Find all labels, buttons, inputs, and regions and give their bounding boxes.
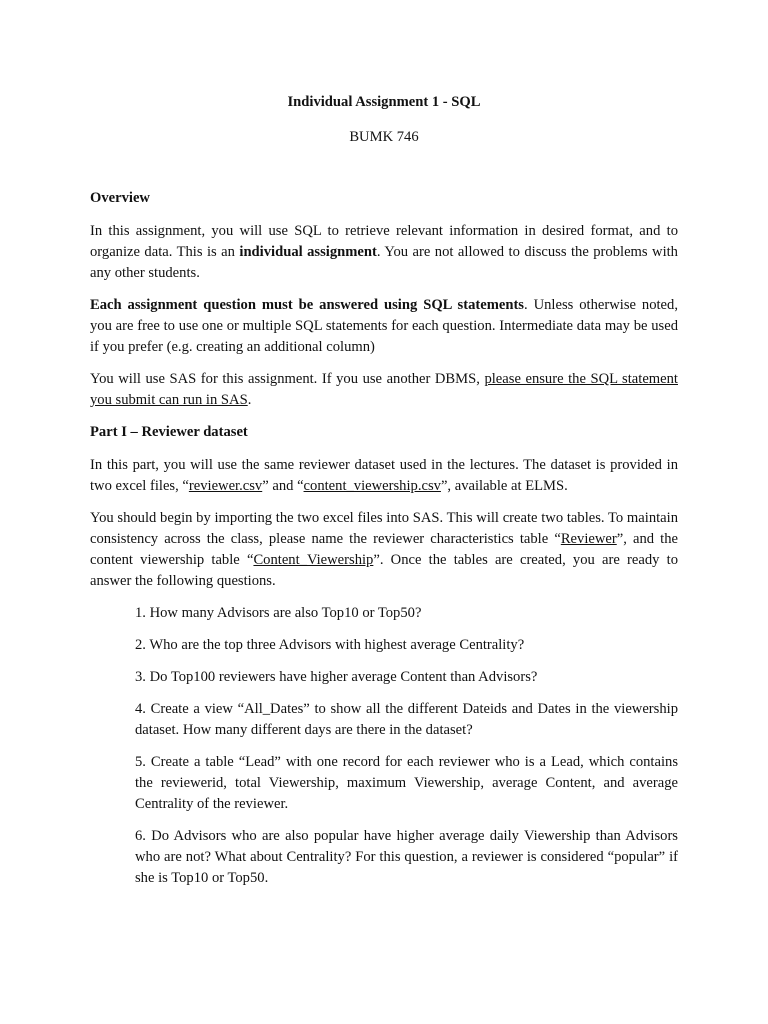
document-body: [90, 92, 678, 900]
overview-heading: Overview: [90, 190, 150, 206]
list-item: 5. Create a table “Lead” with one record for each reviewer who is a Lead, which contains the reviewerid, total Viewership, maximum Viewership, average Content, and average Centrality of the reviewer.: [135, 754, 678, 812]
text-span: ” and “: [262, 478, 304, 494]
question-list: [90, 603, 678, 889]
list-item: 1. How many Advisors are also Top10 or Top50?: [135, 605, 422, 621]
overview-paragraph-3: [90, 369, 678, 411]
filename-content-viewership: content_viewership.csv: [303, 478, 441, 494]
bold-text: Each assignment question must be answered using SQL statements: [90, 297, 524, 313]
underlined-text: please ensure the SQL statement you submit can run in SAS: [90, 371, 678, 408]
bold-text: individual assignment: [239, 244, 377, 260]
text-span: In this part, you will use the same reviewer dataset used in the lectures. The dataset is provided in two excel files, “: [90, 457, 678, 494]
text-span: .: [247, 392, 252, 408]
text-span: ”. Once the tables are created, you are ready to answer the following questions.: [90, 552, 678, 589]
part-1-paragraph-2: [90, 508, 678, 592]
list-item: 4. Create a view “All_Dates” to show all the different Dateids and Dates in the viewership dataset. How many different days are there in the dataset?: [135, 701, 678, 738]
course-code: BUMK 746: [349, 129, 419, 145]
text-span: . You are not allowed to discuss the problems with any other students.: [90, 244, 678, 281]
table-name-reviewer: Reviewer: [560, 531, 617, 547]
table-name-content-viewership: Content_Viewership: [253, 552, 374, 568]
overview-paragraph-2: [90, 295, 678, 358]
list-item: 3. Do Top100 reviewers have higher average Content than Advisors?: [135, 669, 538, 685]
part-1-paragraph-1: [90, 455, 678, 497]
text-span: ”, and the content viewership table “: [90, 531, 678, 568]
overview-paragraph-1: [90, 221, 678, 284]
text-span: In this assignment, you will use SQL to retrieve relevant information in desired format, and to organize data. This is an: [90, 223, 678, 260]
filename-reviewer: reviewer.csv: [188, 478, 263, 494]
document-title: Individual Assignment 1 - SQL: [287, 94, 481, 110]
text-span: You will use SAS for this assignment. If you use another DBMS,: [90, 371, 485, 387]
list-item: 2. Who are the top three Advisors with highest average Centrality?: [135, 637, 525, 653]
text-span: . Unless otherwise noted, you are free to use one or multiple SQL statements for each question. Intermediate data may be used if you prefer (e.g. creating an additional column): [90, 297, 678, 355]
list-item: 6. Do Advisors who are also popular have higher average daily Viewership than Advisors who are not? What about Centrality? For this question, a reviewer is considered “popular” if she is Top10 or Top50.: [135, 828, 678, 886]
part-1-heading: Part I – Reviewer dataset: [90, 424, 248, 440]
text-span: ”, available at ELMS.: [440, 478, 568, 494]
text-span: You should begin by importing the two excel files into SAS. This will create two tables. To maintain consistency across the class, please name the reviewer characteristics table “: [90, 510, 678, 547]
